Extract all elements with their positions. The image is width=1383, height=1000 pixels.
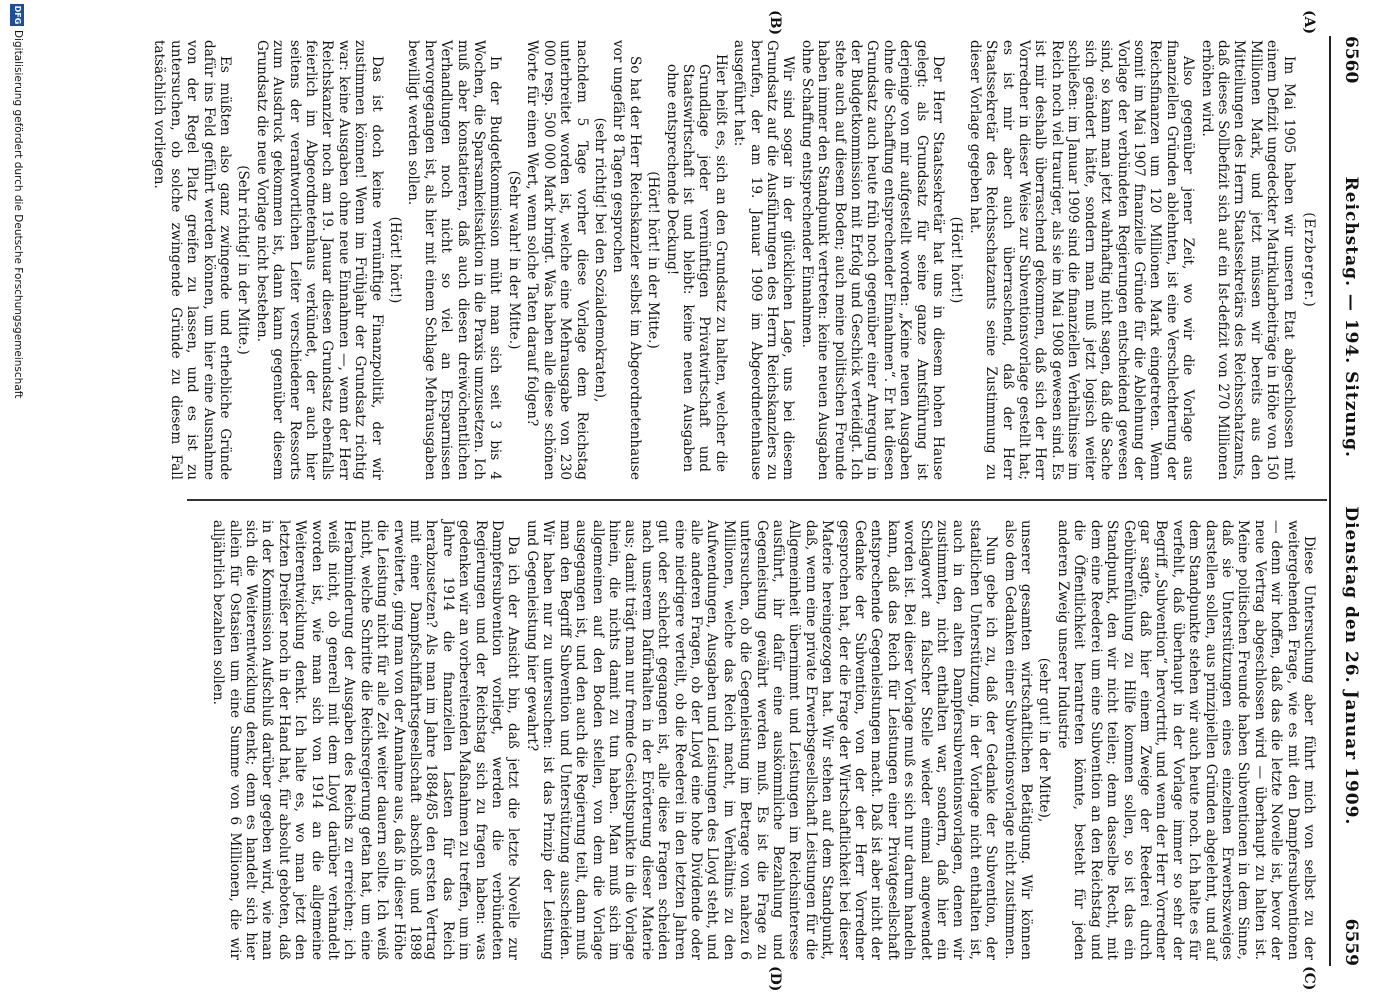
- credit-text: Digitalisierung gefördert durch die Deutsche Forschungsgemeinschaft: [12, 30, 24, 399]
- interjection: (sehr gut! in der Mitte),: [1036, 657, 1053, 823]
- margin-marker-b: (B): [767, 10, 783, 36]
- dfg-logo: DFG: [10, 4, 24, 26]
- paragraph: Das ist doch keine vernünftige Finanzpolitik, der wir zustimmen können! Wenn im Frühjahr der Grundsatz richtig war: keine Ausgaben ohne neue Einnahmen —, wenn der Herr Reichskanzler noch am 19. Januar diesen Grundsatz ebenfalls feierlich im Abgeordnetenhaus verkündet, der auch hier seitens der verantwortlichen Leiter verschiedener Ressorts zum Ausdruck gekommen ist, dann kann gegenüber diesem Grundsatz die neue Vorlage nicht bestehen.: [253, 40, 385, 480]
- digitization-credit: [6, 0, 26, 1000]
- paragraph: Der Herr Staatssekretär hat uns in diesem hohen Hause gelegt: als Grundsatz für seine ganze Amtsführung ist derjenige von mir aufgestellt worden: „Keine neuen Ausgaben ohne die Schaffung entsprechender Einnahmen“. Er hat diesen Grundsatz auch heute früh noch gegenüber einer Anregung in der Budgetkommission mit Erfolg und Geschick verteidigt. Ich stehe auch auf diesem Boden; auch meine politischen Freunde haben immer den Standpunkt vertreten: keine neuen Ausgaben ohne Schaffung entsprechender Einnahmen.: [798, 40, 947, 480]
- interjection: (sehr richtig! bei den Sozialdemokraten),: [591, 117, 608, 403]
- right-column: [208, 520, 1317, 960]
- paragraph: nachdem 5 Tage vorher diese Vorlage dem Reichstag unterbreitet worden ist, welche eine Mehrausgabe von 230 000 resp. 500 000 Mark bringt. Was haben alle diese schönen Worte für einen Wert, wenn solche Taten darauf folgen?: [524, 40, 590, 480]
- running-title: [1341, 36, 1361, 966]
- paragraph: Also gegenüber jener Zeit, wo wir die Vorlage aus finanziellen Gründen ablehnten, ist eine Verschlechterung der Reichsfinanzen um 120 Millionen Mark eingetreten. Wenn somit im Mai 1907 finanzielle Gründe für die Ablehnung der Vorlage der verbündeten Regierungen entscheidend gewesen sind, so kann man jetzt wahrhaftig nicht sagen, daß die Sache sich geändert hätte, sondern man muß jetzt logisch weiter schließen: im Januar 1909 sind die finanziellen Verhältnisse im Reich noch viel trauriger, als sie im Mai 1908 gewesen sind. Es ist mir deshalb überraschend gekommen, daß sich der Herr Vorredner in dieser Weise zur Subventionsvorlage gestellt hat; es ist mir aber auch überraschend, daß der Herr Staatssekretär des Reichsschatzamts seine Zustimmung zu dieser Vorlage gegeben hat.: [966, 40, 1197, 480]
- interjection: (Hört! hört!): [948, 216, 965, 304]
- interjection: (Hört! hört! in der Mitte.): [645, 171, 662, 349]
- paragraph: Nun gebe ich zu, daß der Gedanke der Subvention, der staatlichen Unterstützung, in der Vorlage nicht enthalten ist, auch in den alten Dampfersubventionsvorlagen, denen wir zustimmten, nicht enthalten war, sondern, daß hier ein Schlagwort an falscher Stelle wieder einmal angewendet worden ist. Bei dieser Vorlage muß es sich nur darum handeln kann, daß das Reich für Leistungen einer Privatgesellschaft entsprechende Gegenleistungen macht. Daß ist aber nicht der Gedanke der Subvention, von der der Herr Vorredner gesprochen hat, der die Frage der Wirtschaftlichkeit bei dieser Materie hereingezogen hat. Wir stehen auf dem Standpunkt, daß, wenn eine private Erwerbsgesellschaft Leistungen für die Allgemeinheit übernimmt und Leistungen im Reichsinteresse ausführt, ihr dafür eine auskömmliche Bezahlung und Gegenleistung gewährt werden muß. Es ist die Frage zu untersuchen, ob die Gegenleistung im Betrage von nahezu 6 Millionen, welche das Reich macht, im Verhältnis zu den Aufwendungen, Ausgaben und Leistungen des Lloyd steht, und alle anderen Fragen, ob der Lloyd eine hohe Dividende oder eine niedrigere verteilt, ob die Reederei in den letzten Jahren gut oder schlecht gegangen ist, alle diese Fragen scheiden nach unserem Dafürhalten in der Erörterung dieser Materie aus; damit trägt man nur fremde Gesichtspunkte in die Vorlage hinein, die nichts damit zu tun haben. Man muß sich im allgemeinen auf den Boden stellen, von dem die Vorlage ausgegangen ist, und den auch die Regierung teilt, dann muß man den Begriff Subvention und Unterstützung ausscheiden. Wir haben nur zu untersuchen: ist das Prinzip der Leistung und Gegenleistung hier gewahrt?: [523, 520, 1000, 960]
- paragraph: unserer gesamten wirtschaftlichen Betätigung. Wir können also dem Gedanken einer Subventionsvorlage nicht zustimmen.: [1001, 520, 1035, 960]
- column-divider: [187, 499, 1327, 501]
- speaker-name: (Erzberger.): [1301, 212, 1317, 308]
- interjection: (Sehr richtig! in der Mitte.): [235, 165, 252, 355]
- margin-marker-a: (A): [1301, 10, 1317, 35]
- paragraph: So hat der Herr Reichskanzler selbst im Abgeordnetenhause vor ungefähr 8 Tagen gesprochen: [610, 40, 643, 480]
- margin-marker-d: (D): [767, 966, 783, 992]
- interjection: (Hört! hört!): [387, 216, 404, 304]
- paragraph: In der Budgetkommission müht man sich seit 3 bis 4 Wochen, die Sparsamkeitsaktion in die Praxis umzusetzen. Ich muß aber konstatieren, daß auch diesen dreiwöchentlichen Verhandlungen noch nicht so viel an Ersparnissen hervorgegangen ist, als hier mit einem Schlage Mehrausgaben bewilligt werden sollen.: [405, 40, 504, 480]
- page-number-left: 6560: [1341, 36, 1361, 84]
- paragraph: Da ich der Ansicht bin, daß jetzt die letzte Novelle zur Dampfersubvention vorliegt, werden die verbündeten Regierungen und der Reichstag sich zu fragen haben: was gedenken wir an vorbereitenden Maßnahmen zu treffen, um im Jahre 1914 die finanziellen Lasten für das Reich herabzusetzen? Als man im Jahre 1884/85 den ersten Vertrag mit einer Dampfschiffahrtsgesellschaft abschloß und 1898 erweiterte, ging man von der Annahme aus, daß in dieser Höhe die Leistung nicht für alle Zeit weiter dauern sollte. Ich weiß nicht, welche Schritte die Reichsregierung getan hat, um eine Herabminderung der Ausgaben des Reichs zu erreichen; ich weiß nicht, ob generell mit dem Lloyd darüber verhandelt worden ist, wie man sich von 1914 an die allgemeine Weiterentwicklung denkt. Ich halte es, wo man jetzt den letzten Dreißer noch in der Hand hat, für absolut geboten, daß in der Kommission Aufschluß darüber gegeben wird, wie man sich die Weiterentwicklung denkt; denn es handelt sich hier allein für Ostasien um eine Summe von 6 Millionen, die wir alljährlich bezahlen sollen.: [210, 520, 522, 960]
- left-column: [149, 40, 1317, 480]
- interjection: (Sehr wahr! in der Mitte.): [505, 170, 522, 350]
- page-header: [1333, 36, 1367, 966]
- header-rule: [1329, 36, 1331, 966]
- quotation: Hier heißt es, sich an den Grundsatz zu halten, welcher die Grundlage jeder vernünftigen Privatwirtschaft und Staatswirtschaft ist und bleibt: keine neuen Ausgaben ohne entsprechende Deckung!: [663, 54, 729, 472]
- margin-marker-c: (C): [1301, 966, 1317, 991]
- paragraph: Diese Untersuchung aber führt mich von selbst zu der weitergehenden Frage, wie es mit den Dampfersubventionen — denn wir hoffen, daß das die letzte Novelle ist, bevor der neue Vertrag abgeschlossen wird — überhaupt zu halten ist. Meine politischen Freunde haben Subventionen in dem Sinne, daß sie Unterstützungen eines einzelnen Erwerbszweiges darstellen sollen, aus prinzipiellen Gründen abgelehnt, und auf dem Standpunkte stehen wir auch heute noch. Ich halte es für verfehlt, daß überhaupt in der Vorlage immer so sehr der Begriff „Subvention“ hervortritt, und wenn der Herr Vorredner gar sagte, daß hier einem Zweige der Reederei durch Gebührenfühlung zu Hilfe kommen sollen, so ist das ein Standpunkt, den wir nicht teilen; denn dasselbe Recht, mit dem eine Reederei um eine Subvention an den Reichstag und die Öffentlichkeit herantreten könnte, besteht für jeden anderen Zweig unserer Industrie: [1054, 520, 1317, 960]
- running-title-left: Reichstag. — 194. Sitzung.: [1341, 176, 1361, 458]
- paragraph: Es müßten also ganz zwingende und erhebliche Gründe dafür ins Feld geführt werden können, um hier eine Ausnahme von der Regel Platz greifen zu lassen, und es ist zu untersuchen, ob solche zwingende Gründe zu diesem Fall tatsächlich vorliegen.: [151, 40, 233, 480]
- running-title-right: Dienstag den 26. Januar 1909.: [1341, 506, 1361, 826]
- page-number-right: 6559: [1341, 918, 1361, 966]
- paragraph: Wir sind sogar in der glücklichen Lage, uns bei diesem Grundsatz auf die Ausführungen des Herrn Reichskanzlers zu berufen, der am 19. Januar 1909 im Abgeordnetenhause ausgeführt hat:: [731, 40, 797, 480]
- paragraph: Im Mai 1905 haben wir unseren Etat abgeschlossen mit einem Defizit ungedeckter Matrikularbeiträge in Höhe von 150 Millionen Mark, und jetzt müssen wir bereits aus den Mitteilungen des Herrn Staatssekretärs des Reichsschatzamts, daß dieses Sollbefizit sich auf ein Ist-defizit von 270 Millionen erhöhen wird.: [1198, 40, 1297, 480]
